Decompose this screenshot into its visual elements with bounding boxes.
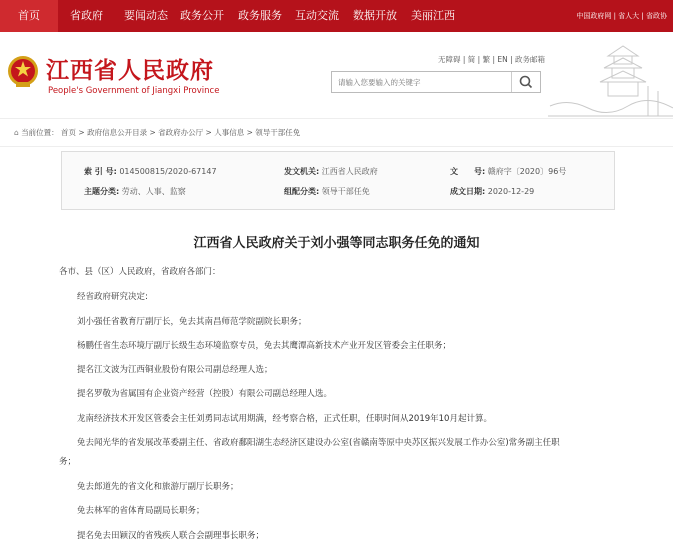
meta-group: 组配分类: 领导干部任免 [284, 187, 370, 196]
home-icon: ⌂ [14, 128, 22, 137]
meta-docno: 文 号: 赣府字〔2020〕96号 [450, 167, 567, 176]
nav-news[interactable]: 要闻动态 [124, 9, 168, 22]
doc-paragraph: 提名罗敬为省属国有企业资产经营（控股）有限公司副总经理人选。 [77, 389, 333, 399]
site-subtitle: People's Government of Jiangxi Province [48, 86, 220, 96]
doc-paragraph: 免去郎道先的省文化和旅游厅副厅长职务； [77, 482, 239, 492]
nav-province-gov[interactable]: 省政府 [70, 9, 103, 22]
meta-index: 索 引 号: 014500815/2020-67147 [84, 167, 217, 176]
nav-interaction[interactable]: 互动交流 [295, 9, 339, 22]
search-button[interactable] [511, 72, 540, 92]
doc-paragraph: 各市、县（区）人民政府，省政府各部门： [59, 267, 221, 277]
nav-beautiful-jiangxi[interactable]: 美丽江西 [411, 9, 455, 22]
doc-paragraph: 龙南经济技术开发区管委会主任刘勇同志试用期满，经考察合格，正式任职，任职时间从2019年10月起计算。 [77, 414, 492, 424]
meta-topic: 主题分类: 劳动、人事、监察 [84, 187, 186, 196]
doc-paragraph: 提名免去田颖汉的省残疾人联合会副理事长职务； [77, 531, 265, 541]
pavilion-illustration [548, 36, 673, 118]
document-meta-table [61, 151, 615, 210]
top-nav [0, 0, 673, 32]
doc-paragraph: 务； [59, 457, 77, 467]
breadcrumb-bar [0, 118, 673, 147]
doc-paragraph: 免去闻光华的省发展改革委副主任、省政府鄱阳湖生态经济区建设办公室(省赣南等原中央苏区振兴发展工作办公室)常务副主任职 [77, 438, 560, 448]
nav-home[interactable]: 首页 [0, 0, 58, 32]
document-title: 江西省人民政府关于刘小强等同志职务任免的通知 [193, 236, 480, 251]
header-links[interactable]: 无障碍 | 简 | 繁 | EN | 政务邮箱 [438, 55, 546, 64]
meta-issuer: 发文机关: 江西省人民政府 [284, 167, 378, 176]
doc-paragraph: 杨鹏任省生态环境厅副厅长级生态环境监察专员，免去其鹰潭高新技术产业开发区管委会主任职务； [77, 341, 452, 351]
doc-paragraph: 免去林军的省体育局副局长职务； [77, 506, 205, 516]
site-header [0, 32, 673, 118]
meta-date: 成文日期: 2020-12-29 [450, 187, 535, 196]
site-title[interactable]: 江西省人民政府 [46, 58, 214, 84]
search-input[interactable] [332, 72, 510, 92]
doc-paragraph: 经省政府研究决定: [77, 292, 148, 302]
national-emblem-icon [7, 55, 39, 89]
nav-gov-affairs-open[interactable]: 政务公开 [180, 9, 224, 22]
nav-open-data[interactable]: 数据开放 [353, 9, 397, 22]
breadcrumb[interactable]: ⌂ 当前位置： 首页 > 政府信息公开目录 > 省政府办公厅 > 人事信息 > 领导干部任免 [14, 128, 301, 137]
nav-gov-services[interactable]: 政务服务 [238, 9, 282, 22]
doc-paragraph: 刘小强任省教育厅副厅长，免去其南昌师范学院副院长职务； [77, 317, 307, 327]
search-icon [512, 72, 540, 92]
top-links[interactable]: 中国政府网 | 省人大 | 省政协 [576, 12, 667, 20]
search-box [331, 71, 541, 93]
doc-paragraph: 提名江文波为江西铜业股份有限公司副总经理人选； [77, 365, 273, 375]
